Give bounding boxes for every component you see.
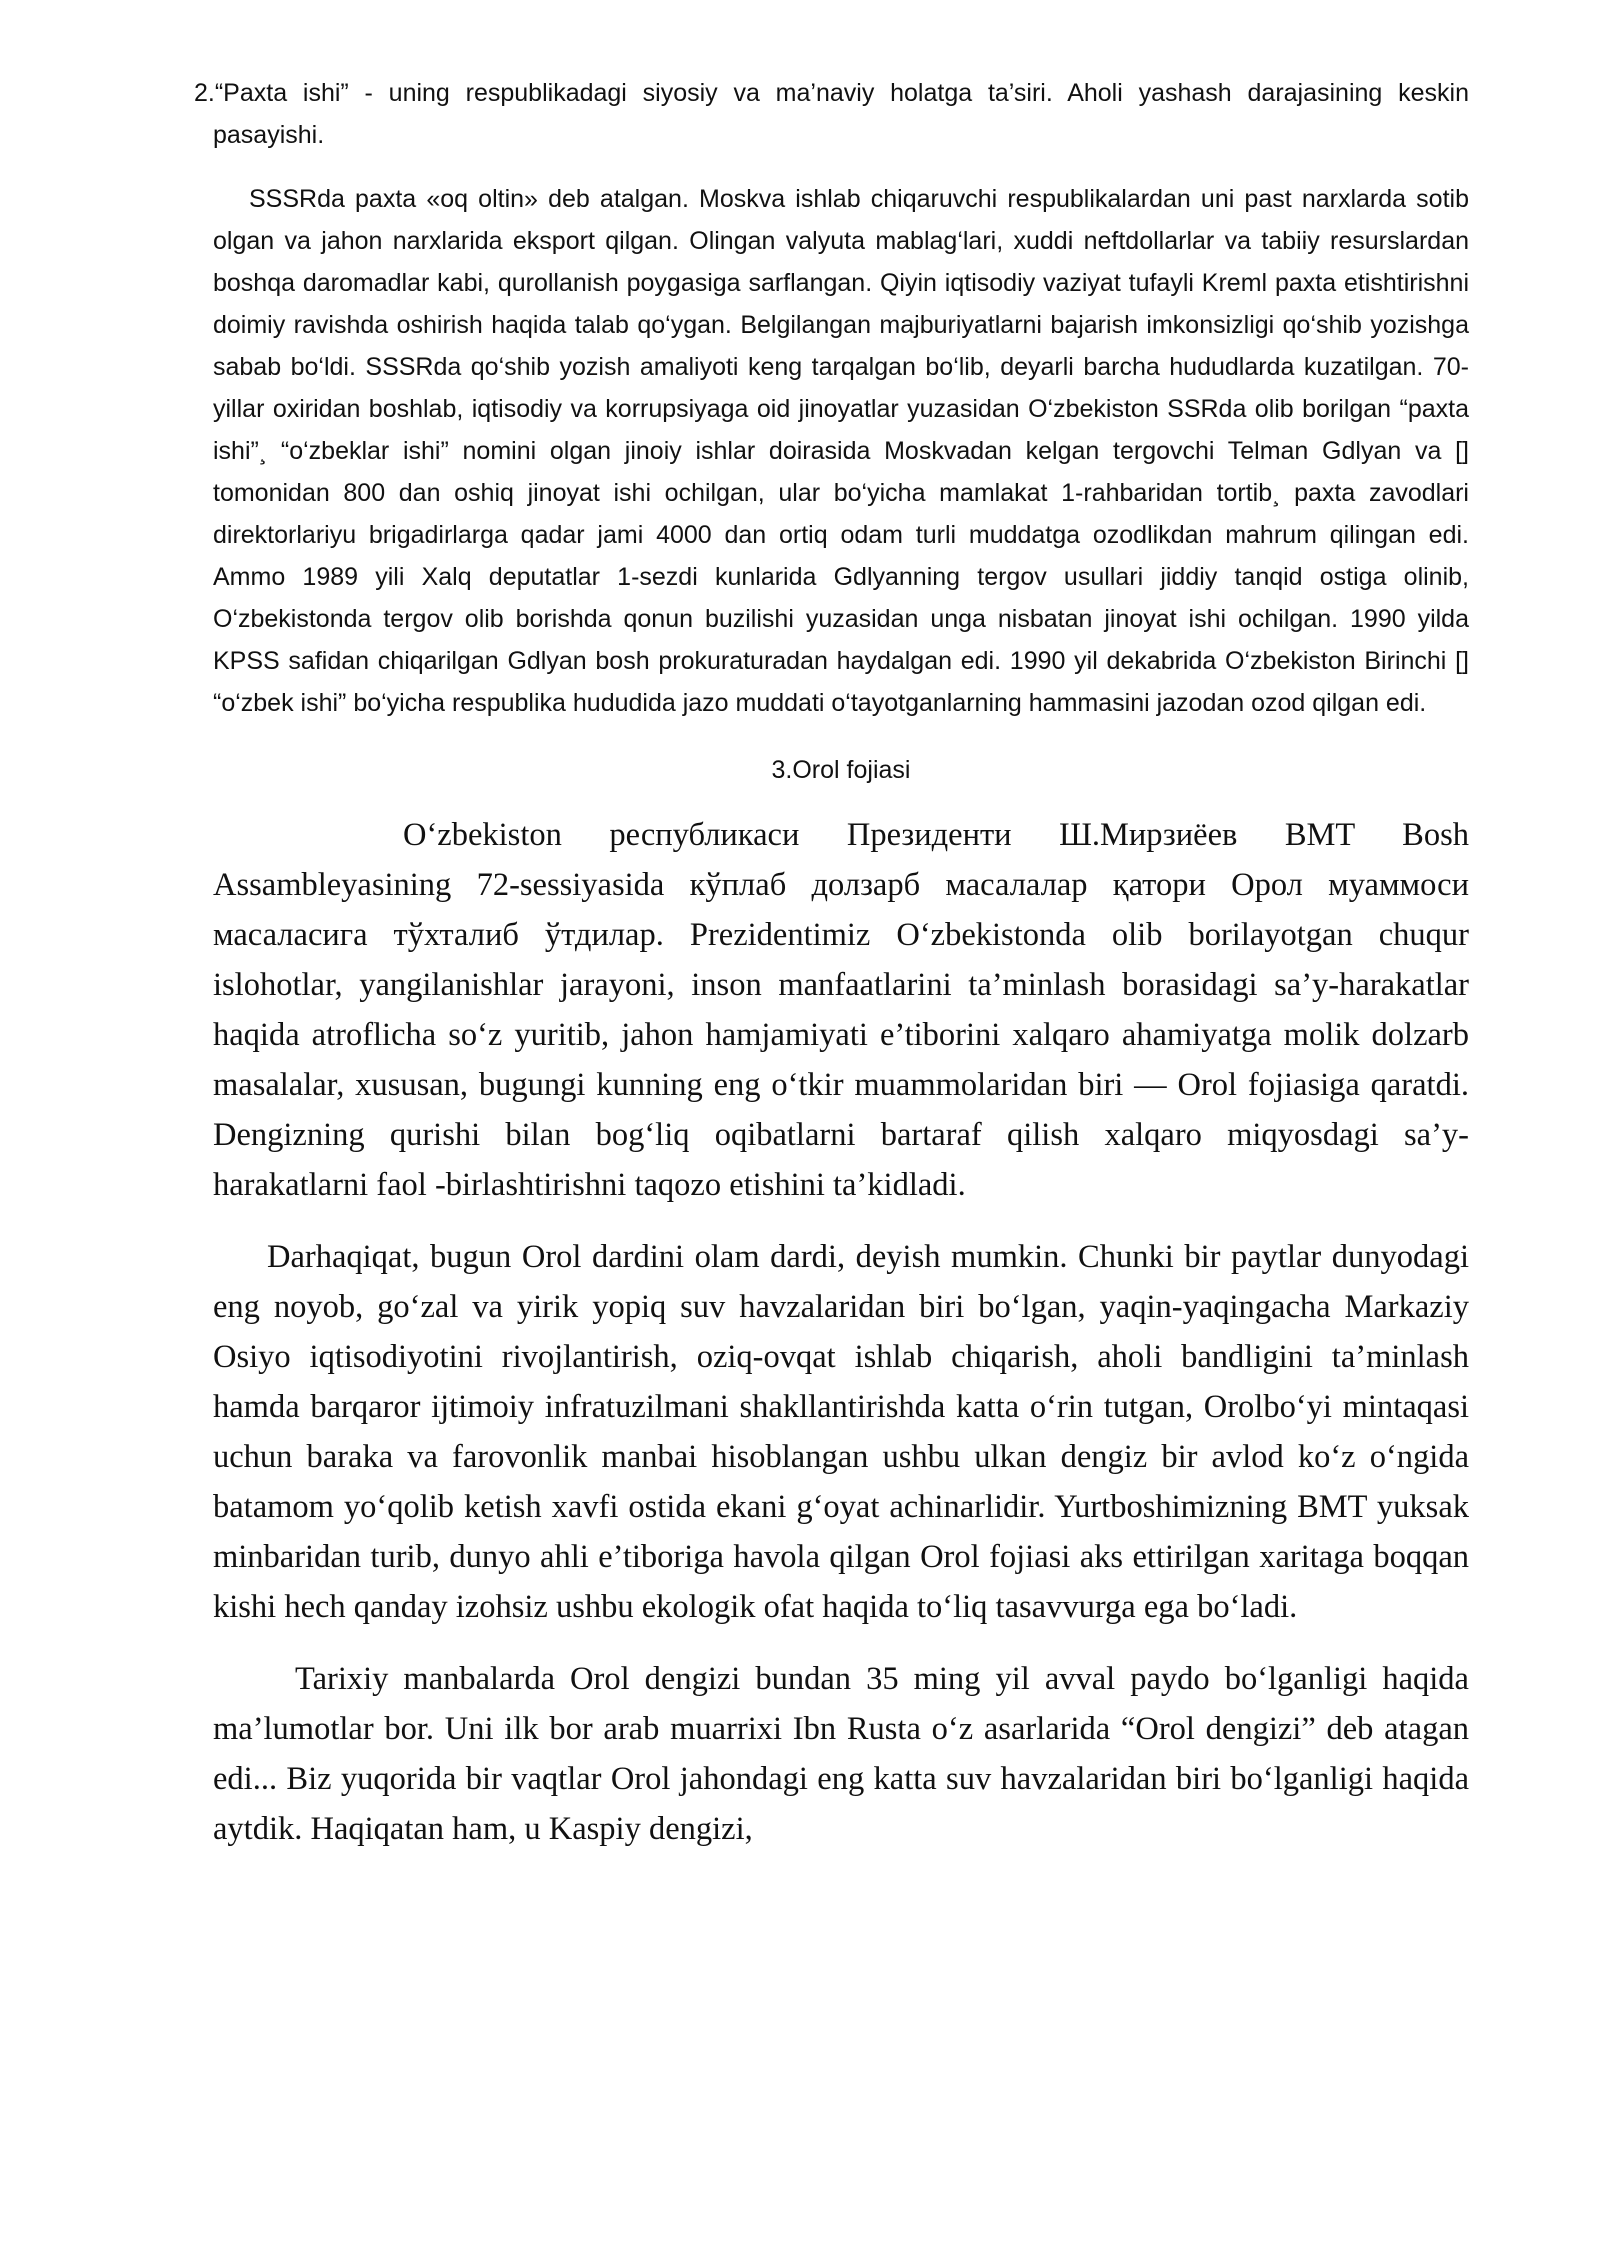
section-3-paragraph-2: Darhaqiqat, bugun Orol dardini olam dardi, deyish mumkin. Chunki bir paytlar dunyodagi eng noyob, go‘zal va yirik yopiq suv havzalaridan biri bo‘lgan, yaqin-yaqingacha Markaziy Osiyo iqtisodiyotini rivojlantirish, oziq-ovqat ishlab chiqarish, aholi bandligini ta’minlash hamda barqaror ijtimoiy infratuzilmani shakllantirishda katta o‘rin tutgan, Orolbo‘yi mintaqasi uchun baraka va farovonlik manbai hisoblangan ushbu ulkan dengiz bir avlod ko‘z o‘ngida batamom yo‘qolib ketish xavfi ostida ekani g‘oyat achinarlidir. Yurtboshimizning BMT yuksak minbaridan turib, dunyo ahli e’tiboriga havola qilgan Orol fojiasi aks ettirilgan xaritaga boqqan kishi hech qanday izohsiz ushbu ekologik ofat haqida to‘liq tasavvurga ega bo‘ladi. <box>213 1239 1469 1625</box>
section-3-title: 3.Orol fojiasi <box>771 756 911 784</box>
section-2-body: SSSRda paxta «oq oltin» deb atalgan. Moskva ishlab chiqaruvchi respublikalardan uni past narxlarda sotib olgan va jahon narxlarida eksport qilgan. Olingan valyuta mablag‘lari, xuddi neftdollarlar va tabiiy resurslardan boshqa daromadlar kabi, qurollanish poygasiga sarflangan. Qiyin iqtisodiy vaziyat tufayli Kreml paxta etishtirishni doimiy ravishda oshirish haqida talab qo‘ygan. Belgilangan majburiyatlarni bajarish imkonsizligi qo‘shib yozishga sabab bo‘ldi. SSSRda qo‘shib yozish amaliyoti keng tarqalgan bo‘lib, deyarli barcha hududlarda kuzatilgan. 70- yillar oxiridan boshlab, iqtisodiy va korrupsiyaga oid jinoyatlar yuzasidan O‘zbekiston SSRda olib borilgan “paxta ishi”¸ “o‘zbeklar ishi” nomini olgan jinoiy ishlar doirasida Moskvadan kelgan tergovchi Telman Gdlyan va [] tomonidan 800 dan oshiq jinoyat ishi ochilgan, ular bo‘yicha mamlakat 1-rahbaridan tortib¸ paxta zavodlari direktorlariyu brigadirlarga qadar jami 4000 dan ortiq odam turli muddatga ozodlikdan mahrum qilingan edi. Ammo 1989 yili Xalq deputatlar 1-sezdi kunlarida Gdlyanning tergov usullari jiddiy tanqid ostiga olinib, O‘zbekistonda tergov olib borishda qonun buzilishi yuzasidan unga nisbatan jinoyat ishi ochilgan. 1990 yilda KPSS safidan chiqarilgan Gdlyan bosh prokuraturadan haydalgan edi. 1990 yil dekabrida O‘zbekiston Birinchi [] “o‘zbek ishi” bo‘yicha respublika hududida jazo muddati o‘tayotganlarning hammasini jazodan ozod qilgan edi. <box>213 185 1469 717</box>
section-2-heading: 2.“Paxta ishi” - uning respublikadagi siyosiy va ma’naviy holatga ta’siri. Aholi yashash darajasining keskin pasayishi. <box>194 79 1469 149</box>
document-content <box>194 72 1469 1876</box>
section-3-paragraph-3: Tarixiy manbalarda Orol dengizi bundan 35 ming yil avval paydo bo‘lganligi haqida ma’lumotlar bor. Uni ilk bor arab muarrixi Ibn Rusta o‘z asarlarida “Orol dengizi” deb atagan edi... Biz yuqorida bir vaqtlar Orol jahondagi eng katta suv havzalaridan biri bo‘lganligi haqida aytdik. Haqiqatan ham, u Kaspiy dengizi, <box>213 1661 1469 1847</box>
section-3-paragraph-1: O‘zbekiston республикаси Президенти Ш.Мирзиёев BMT Bosh Assambleyasining 72-sessiyasida кўплаб долзарб масалалар қатори Орол муаммоси масаласига тўхталиб ўтдилар. Prezidentimiz O‘zbekistonda olib borilayotgan chuqur islohotlar, yangilanishlar jarayoni, inson manfaatlarini ta’minlash borasidagi sa’y-harakatlar haqida atroflicha so‘z yuritib, jahon hamjamiyati e’tiborini xalqaro ahamiyatga molik dolzarb masalalar, xususan, bugungi kunning eng o‘tkir muammolaridan biri — Orol fojiasiga qaratdi. Dengizning qurishi bilan bog‘liq oqibatlarni bartaraf qilish xalqaro miqyosdagi sa’y-harakatlarni faol -birlashtirishni taqozo etishini ta’kidladi. <box>213 817 1469 1203</box>
